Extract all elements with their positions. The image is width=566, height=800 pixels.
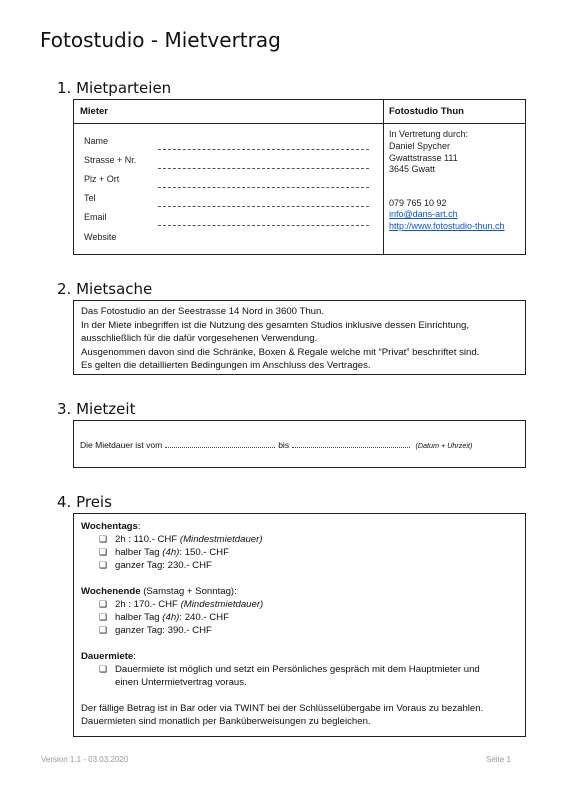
footer-version: Version 1.1 - 03.03.2020 <box>41 755 129 764</box>
wochenende-note: (Samstag + Sonntag): <box>140 586 237 597</box>
owner-name: Daniel Spycher <box>389 141 451 151</box>
mietsache-line: ausschließlich für die dafür vorgesehenen Verwendung. <box>81 333 318 344</box>
checkbox-icon: ❑ <box>99 625 108 635</box>
payment-line: Der fällige Betrag ist in Bar oder via TWINT bei der Schlüsselübergabe im Voraus zu bezahlen. <box>81 703 484 714</box>
checkbox-icon: ❑ <box>99 664 108 674</box>
field-label-plz-ort: Plz + Ort <box>84 174 120 184</box>
mietsache-line: Es gelten die detaillierten Bedingungen im Anschluss des Vertrages. <box>81 360 371 371</box>
list-item: ❑ 2h : 110.- CHF (Mindestmietdauer) <box>99 534 263 545</box>
list-item: ❑ halber Tag (4h): 150.- CHF <box>99 547 229 558</box>
list-item: ❑ halber Tag (4h): 240.- CHF <box>99 612 229 623</box>
list-item: ❑ 2h : 170.- CHF (Mindestmietdauer) <box>99 599 264 610</box>
mietsache-line: Das Fotostudio an der Seestrasse 14 Nord in 3600 Thun. <box>81 306 325 317</box>
checkbox-icon: ❑ <box>99 534 108 544</box>
payment-line: Dauermieten sind monatlich per Banküberweisungen zu begleichen. <box>81 716 371 727</box>
field-label-strasse: Strasse + Nr. <box>84 155 137 165</box>
list-item: ❑ ganzer Tag: 230.- CHF <box>99 560 212 571</box>
table-divider <box>383 100 384 254</box>
mietzeit-box <box>73 420 526 468</box>
email-input-line[interactable] <box>158 225 369 226</box>
mieter-header: Mieter <box>80 106 108 117</box>
field-label-tel: Tel <box>84 193 96 203</box>
mietzeit-hint: (Datum + Uhrzeit) <box>415 441 473 450</box>
owner-street: Gwattstrasse 111 <box>389 153 458 163</box>
field-label-website: Website <box>84 232 117 242</box>
mietzeit-row <box>80 440 472 450</box>
list-item: ❑ Dauermiete ist möglich und setzt ein Persönliches gespräch mit dem Hauptmieter und <box>99 664 480 675</box>
document-title: Fotostudio - Mietvertrag <box>40 28 281 52</box>
owner-phone: 079 765 10 92 <box>389 198 447 208</box>
owner-email-link[interactable]: info@dans-art.ch <box>389 209 458 219</box>
field-label-name: Name <box>84 136 109 146</box>
checkbox-icon: ❑ <box>99 599 108 609</box>
strasse-input-line[interactable] <box>158 168 369 169</box>
section-heading-mietparteien: 1. Mietparteien <box>57 79 172 97</box>
tel-input-line[interactable] <box>158 206 369 207</box>
mietzeit-prefix: Die Mietdauer ist vom <box>80 440 163 450</box>
vertretung-label: In Vertretung durch: <box>389 129 469 139</box>
plz-ort-input-line[interactable] <box>158 187 369 188</box>
dauermiete-label: Dauermiete <box>81 651 134 662</box>
checkbox-icon: ❑ <box>99 560 108 570</box>
footer-page-number: Seite 1 <box>486 755 511 764</box>
checkbox-icon: ❑ <box>99 547 108 557</box>
parties-table <box>73 99 526 255</box>
list-item: ❑ ganzer Tag: 390.- CHF <box>99 625 212 636</box>
section-heading-preis: 4. Preis <box>57 493 112 511</box>
section-heading-mietzeit: 3. Mietzeit <box>57 400 136 418</box>
section-heading-mietsache: 2. Mietsache <box>57 280 153 298</box>
name-input-line[interactable] <box>158 149 369 150</box>
owner-city: 3645 Gwatt <box>389 164 436 174</box>
mietsache-line: Ausgenommen davon sind die Schränke, Boxen & Regale welche mit “Privat” beschriftet sind. <box>81 346 480 358</box>
preis-box: Wochentags: ❑ 2h : 110.- CHF (Mindestmietdauer) ❑ halber Tag (4h): 150.- CHF ❑ ganzer Tag: 230.- CHF Wochenende (Samstag + Sonntag): ❑ 2h : 170.- CHF (Mindestmietdauer) ❑ halber Tag (4h): 240.- CHF ❑ ganzer Tag: 390.- CHF Dauermiete: ❑ Dauermiete ist möglich und setzt ein Persönliches gespräch mit dem Hauptmieter und einen Untermietvertrag voraus. Der fällige Betrag ist in Bar oder via TWINT bei der Schlüsselübergabe im Voraus zu bezahlen. Dauermieten sind monatlich per Banküberweisungen zu begleichen. <box>73 513 526 737</box>
wochentags-label: Wochentags <box>81 521 138 532</box>
owner-website-link[interactable]: http://www.fotostudio-thun.ch <box>389 221 505 231</box>
end-date-line[interactable] <box>292 440 410 448</box>
mietsache-box <box>73 300 526 375</box>
field-label-email: Email <box>84 212 107 222</box>
mietzeit-bis: bis <box>278 440 290 450</box>
mietsache-line: In der Miete inbegriffen ist die Nutzung des gesamten Studios inklusive dessen Einrichtung, <box>81 319 470 331</box>
list-item-continuation: einen Untermietvertrag voraus. <box>115 677 247 688</box>
wochenende-label: Wochenende <box>81 586 141 597</box>
checkbox-icon: ❑ <box>99 612 108 622</box>
vermieter-header: Fotostudio Thun <box>389 106 464 117</box>
start-date-line[interactable] <box>165 440 275 448</box>
